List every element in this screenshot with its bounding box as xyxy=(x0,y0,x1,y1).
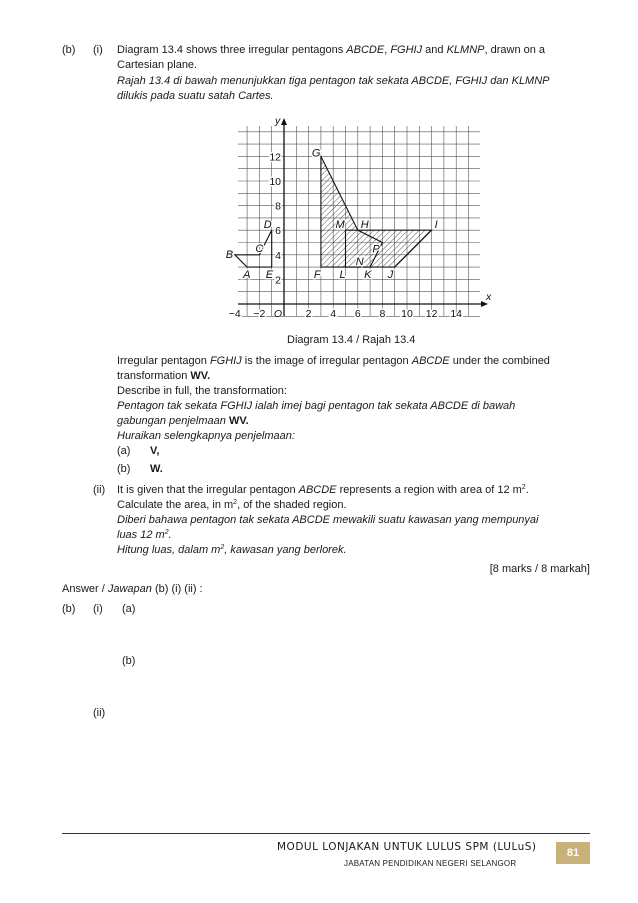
answer-i-label: (i) xyxy=(93,603,103,615)
intro-my-line-2: dilukis pada suatu satah Cartes. xyxy=(117,90,274,102)
x-tick-label: 14 xyxy=(450,308,463,320)
x-tick-label: −2 xyxy=(253,308,266,320)
vertex-label-m: M xyxy=(335,219,345,232)
x-tick-label: 6 xyxy=(354,308,361,320)
area-en-line-2: Calculate the area, in $m^2$, of the shaded region. xyxy=(117,499,347,511)
pentagon-abcde xyxy=(235,230,272,267)
area-en-line-1: It is given that the irregular pentagon ABCDE represents a region with area of 12 $m^2$. xyxy=(117,484,529,496)
area-my-line-1: Diberi bahawa pentagon tak sekata ABCDE mewakili suatu kawasan yang mempunyai xyxy=(117,514,539,526)
x-tick-label: −4 xyxy=(228,308,241,320)
y-tick-label: 12 xyxy=(269,151,281,164)
vertex-label-k: K xyxy=(364,269,372,282)
x-tick-label: 12 xyxy=(425,308,438,320)
vertex-label-f: F xyxy=(313,269,321,282)
answer-header: Answer / Jawapan (b) (i) (ii) : xyxy=(62,583,203,595)
option-a-label: (a) xyxy=(117,445,131,457)
part-label: (b) xyxy=(62,44,76,56)
y-tick-label: 8 xyxy=(275,200,281,213)
area-my-line-2: luas 12 $m^2$. xyxy=(117,529,172,541)
image-en-line-2: transformation WV. xyxy=(117,370,211,382)
area-my-line-3: Hitung luas, dalam $m^2$, kawasan yang berlorek. xyxy=(117,544,347,556)
footer-title: MODUL LONJAKAN UNTUK LULUS SPM (LULuS) xyxy=(277,841,537,853)
answer-a-label: (a) xyxy=(122,603,136,615)
vertex-label-h: H xyxy=(360,219,369,232)
vertex-label-a: A xyxy=(243,269,251,282)
footer-subtitle: JABATAN PENDIDIKAN NEGERI SELANGOR xyxy=(344,859,517,868)
vertex-label-n: N xyxy=(355,255,364,268)
vertex-label-l: L xyxy=(339,269,346,282)
vertex-label-j: J xyxy=(387,269,394,282)
vertex-label-e: E xyxy=(265,269,274,282)
y-tick-label: 6 xyxy=(275,225,281,238)
y-tick-label: 10 xyxy=(269,176,281,188)
x-tick-label: 10 xyxy=(401,308,413,320)
answer-bb-label: (b) xyxy=(122,655,136,667)
footer-rule xyxy=(62,833,590,834)
describe-my: Huraikan selengkapnya penjelmaan: xyxy=(117,430,295,442)
x-tick-label: 8 xyxy=(379,308,386,320)
image-my-line-2: gabungan penjelmaan WV. xyxy=(117,415,249,427)
marks: [8 marks / 8 markah] xyxy=(489,563,590,575)
vertex-label-c: C xyxy=(255,242,264,255)
y-axis-arrow-icon xyxy=(281,118,287,125)
y-axis-label: y xyxy=(275,115,281,127)
x-tick-label: 4 xyxy=(330,308,337,320)
intro-en-line-2: Cartesian plane. xyxy=(117,59,198,71)
intro-my-line-1: Rajah 13.4 di bawah menunjukkan tiga pentagon tak sekata ABCDE, FGHIJ dan KLMNP xyxy=(117,75,550,87)
x-axis-label: x xyxy=(486,291,492,303)
answer-b-label: (b) xyxy=(62,603,76,615)
answer-ii-label: (ii) xyxy=(93,707,106,719)
x-tick-label: 2 xyxy=(305,308,312,320)
vertex-label-b: B xyxy=(225,248,234,261)
image-en-line-1: Irregular pentagon FGHIJ is the image of irregular pentagon ABCDE under the combined xyxy=(117,355,550,367)
option-b-label: (b) xyxy=(117,463,131,475)
describe-en: Describe in full, the transformation: xyxy=(117,385,287,397)
y-tick-label: 4 xyxy=(275,249,281,262)
option-a-value: V, xyxy=(150,445,160,457)
vertex-label-i: I xyxy=(434,219,438,232)
diagram-caption: Diagram 13.4 / Rajah 13.4 xyxy=(287,334,416,346)
labels xyxy=(226,115,492,320)
vertex-label-d: D xyxy=(263,219,272,232)
y-tick-label: 2 xyxy=(275,274,281,287)
option-b-value: W. xyxy=(150,463,163,475)
vertex-label-g: G xyxy=(311,147,321,160)
subpart-ii-label: (ii) xyxy=(93,484,106,496)
origin-label: O xyxy=(273,308,283,320)
subpart-i-label: (i) xyxy=(93,44,103,56)
image-my-line-1: Pentagon tak sekata FGHIJ ialah imej bagi pentagon tak sekata ABCDE di bawah xyxy=(117,400,516,412)
page-number: 81 xyxy=(556,842,590,864)
intro-en-line-1: Diagram 13.4 shows three irregular pentagons ABCDE, FGHIJ and KLMNP, drawn on a xyxy=(117,44,546,56)
cartesian-diagram xyxy=(224,114,492,326)
vertex-label-p: P xyxy=(372,243,380,256)
